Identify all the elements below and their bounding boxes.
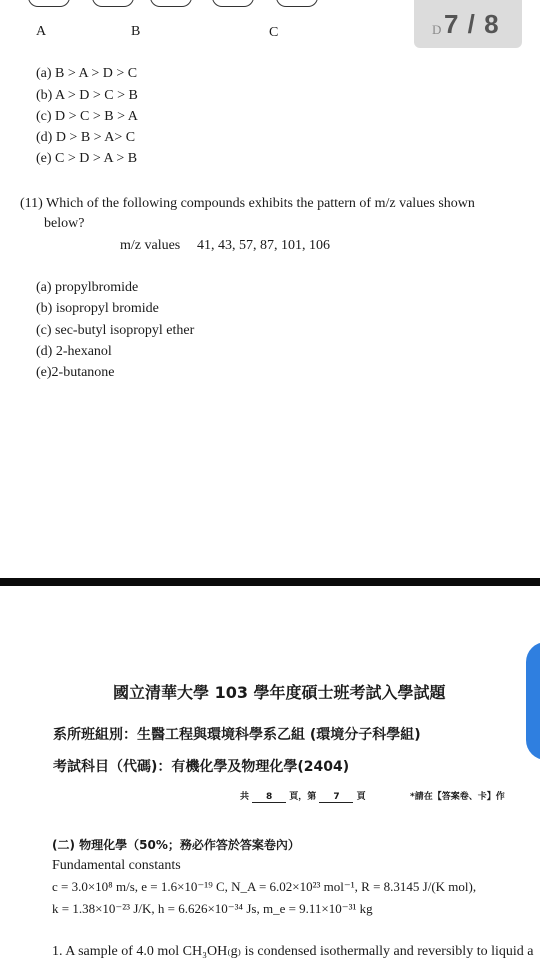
exam-title: 國立清華大學 103 學年度碩士班考試入學試題 <box>113 683 446 702</box>
q11-stem-line2: below? <box>44 216 85 231</box>
q11-option-d: (d) 2-hexanol <box>36 344 112 359</box>
department-line: 系所班組別：生醫工程與環境科學系乙組 (環境分子科學組) <box>53 727 421 743</box>
structure-fragment-e <box>276 0 318 7</box>
structure-label-b: B <box>131 24 141 39</box>
q10-option-e: (e) C > D > A > B <box>36 151 138 166</box>
structure-fragment-c <box>150 0 192 7</box>
page-count-suffix: 頁 <box>356 792 366 802</box>
floating-side-button[interactable] <box>526 642 540 760</box>
page-indicator-value: 7 / 8 <box>444 9 500 39</box>
q11-option-a: (a) propylbromide <box>36 280 139 295</box>
question-1: 1. A sample of 4.0 mol CH₃OH₍g₎ is condensed isothermally and reversibly to liquid a <box>52 944 534 959</box>
structure-label-a: A <box>36 24 47 39</box>
section-heading: (二) 物理化學（50%；務必作答於答案卷內） <box>52 838 300 852</box>
fundamental-constants-heading: Fundamental constants <box>52 858 181 873</box>
subject-line: 考試科目（代碼)：有機化學及物理化學(2404) <box>53 759 350 775</box>
mz-label: m/z values <box>120 238 181 253</box>
page-indicator <box>414 0 522 48</box>
structure-fragment-b <box>92 0 134 7</box>
page-divider <box>0 578 540 586</box>
q10-option-b: (b) A > D > C > B <box>36 88 138 103</box>
current-page: 7 <box>319 792 353 803</box>
structure-label-c: C <box>269 25 279 40</box>
page-count-prefix: 共 <box>240 792 250 802</box>
page-indicator-prefix: D <box>432 22 442 37</box>
q10-option-d: (d) D > B > A> C <box>36 130 136 145</box>
page-count-line <box>240 789 366 803</box>
structure-fragment-d <box>212 0 254 7</box>
q11-option-b: (b) isopropyl bromide <box>36 301 159 316</box>
total-pages: 8 <box>252 792 286 803</box>
q11-stem-line1: (11) Which of the following compounds exhibits the pattern of m/z values shown <box>20 196 475 211</box>
q11-option-c: (c) sec-butyl isopropyl ether <box>36 323 195 338</box>
q10-option-c: (c) D > C > B > A <box>36 109 138 124</box>
q11-option-e: (e)2-butanone <box>36 365 115 380</box>
constants-line-1: c = 3.0×10⁸ m/s, e = 1.6×10⁻¹⁹ C, N_A = 6.02×10²³ mol⁻¹, R = 8.3145 J/(K mol), <box>52 879 477 894</box>
answer-sheet-note: *請在【答案卷、卡】作 <box>410 792 505 802</box>
structure-fragment-a <box>28 0 70 7</box>
q10-option-a: (a) B > A > D > C <box>36 66 138 81</box>
constants-line-2: k = 1.38×10⁻²³ J/K, h = 6.626×10⁻³⁴ Js, m_e = 9.11×10⁻³¹ kg <box>52 901 373 916</box>
page-count-mid: 頁，第 <box>289 792 317 802</box>
mz-values: 41, 43, 57, 87, 101, 106 <box>197 238 330 253</box>
